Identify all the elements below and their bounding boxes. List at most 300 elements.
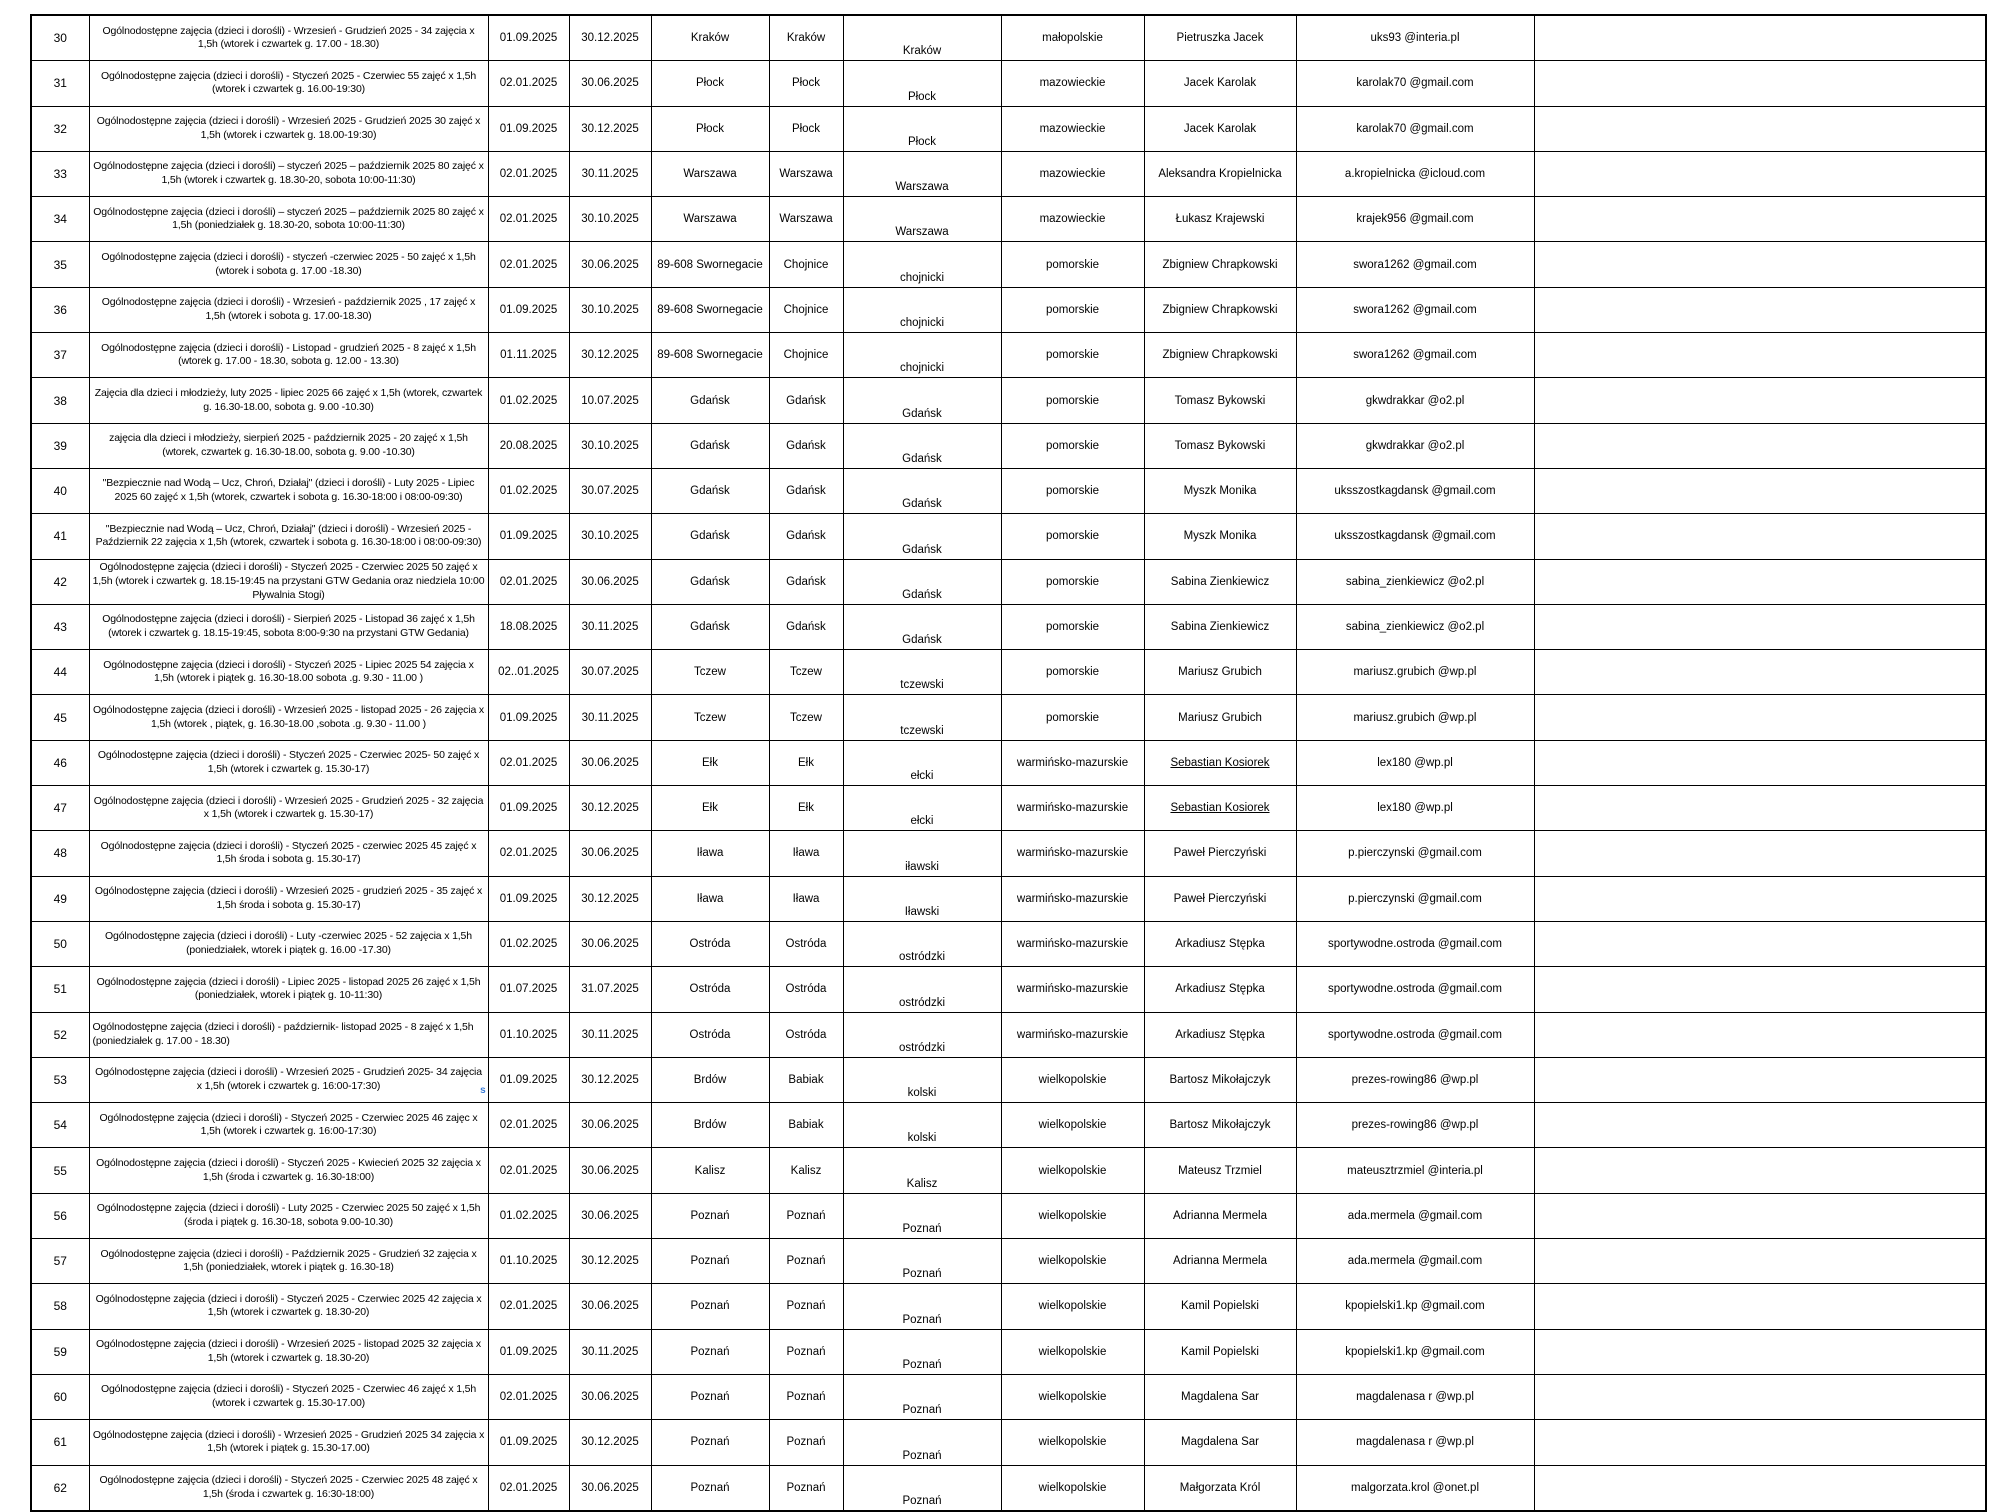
activity-description-cell (89, 1193, 488, 1238)
email-cell: uks93 @interia.pl (1296, 15, 1534, 61)
activity-description-text: "Bezpiecznie nad Wodą – Ucz, Chroń, Działaj" (dzieci i dorośli) - Wrzesień 2025 - Październik 22 zajęcia x 1,5h (wtorek, czwartek i sobota g. 16.30-18:00 i 08:00-09:30) (95, 522, 482, 549)
row-number-cell: 58 (31, 1284, 89, 1329)
row-number-cell: 41 (31, 514, 89, 559)
contact-person-text: Arkadiusz Stępka (1175, 1028, 1265, 1041)
municipality-cell: Tczew (769, 695, 843, 740)
email-cell: magdalenasa r @wp.pl (1296, 1420, 1534, 1465)
end-date-cell: 30.07.2025 (569, 468, 651, 513)
end-date-cell: 30.06.2025 (569, 1103, 651, 1148)
end-date-cell: 30.06.2025 (569, 1374, 651, 1419)
contact-person-cell (1144, 1012, 1296, 1057)
spare-cell (1534, 333, 1986, 378)
contact-person-text: Paweł Pierczyński (1173, 892, 1267, 905)
activity-description (90, 516, 488, 557)
place-cell: Brdów (651, 1103, 769, 1148)
activity-description (90, 924, 488, 965)
email-cell: sportywodne.ostroda @gmail.com (1296, 967, 1534, 1012)
place-cell: Warszawa (651, 151, 769, 196)
spare-cell (1534, 650, 1986, 695)
district-cell: Warszawa (843, 197, 1001, 242)
start-date-cell: 01.02.2025 (488, 468, 569, 513)
activity-description-text: Ogólnodostępne zajęcia (dzieci i dorośli) - Wrzesień - październik 2025 , 17 zajęć x 1,5h (wtorek i sobota g. 17.00-18.30) (101, 296, 476, 322)
district-cell: Poznań (843, 1239, 1001, 1284)
row-number-cell: 34 (31, 197, 89, 242)
row-number-cell: 38 (31, 378, 89, 423)
activity-description (90, 1331, 488, 1372)
activity-description-cell (89, 1239, 488, 1284)
table-row (31, 831, 1986, 876)
row-number-cell: 53 (31, 1057, 89, 1102)
spare-cell (1534, 1239, 1986, 1284)
place-cell: Ostróda (651, 967, 769, 1012)
row-number-cell: 50 (31, 921, 89, 966)
voivodeship-cell: mazowieckie (1001, 106, 1144, 151)
activity-description-cell (89, 1420, 488, 1465)
end-date-cell: 30.10.2025 (569, 514, 651, 559)
table-row (31, 695, 1986, 740)
email-cell: lex180 @wp.pl (1296, 740, 1534, 785)
contact-person-text: Paweł Pierczyński (1173, 847, 1267, 860)
contact-person-cell (1144, 1057, 1296, 1102)
table-row (31, 151, 1986, 196)
district-cell: Płock (843, 106, 1001, 151)
activity-description-text: Ogólnodostępne zajęcia (dzieci i dorośli) - Wrzesień 2025 - listopad 2025 - 26 zajęcia x 1,5h (wtorek , piątek, g. 16.30-18.00 ,sobota .g. 9.30 - 11.00 ) (92, 703, 485, 730)
contact-person-text: Łukasz Krajewski (1175, 213, 1265, 226)
email-cell: ada.mermela @gmail.com (1296, 1239, 1534, 1284)
row-number-cell: 36 (31, 287, 89, 332)
start-date-cell: 02.01.2025 (488, 151, 569, 196)
row-number-cell: 49 (31, 876, 89, 921)
email-cell: karolak70 @gmail.com (1296, 61, 1534, 106)
spare-cell (1534, 1012, 1986, 1057)
activity-description (90, 63, 488, 104)
place-cell: Poznań (651, 1239, 769, 1284)
contact-person-cell (1144, 197, 1296, 242)
activity-description-cell (89, 604, 488, 649)
row-number-cell: 39 (31, 423, 89, 468)
email-cell: swora1262 @gmail.com (1296, 242, 1534, 287)
municipality-cell: Warszawa (769, 197, 843, 242)
district-cell: Kalisz (843, 1148, 1001, 1193)
contact-person-text: Kamil Popielski (1181, 1300, 1259, 1313)
voivodeship-cell: pomorskie (1001, 242, 1144, 287)
municipality-cell: Ełk (769, 786, 843, 831)
activity-description-text: Ogólnodostępne zajęcia (dzieci i dorośli) - Styczeń 2025 - Czerwiec 46 zajęć x 1,5h (wtorek i czwartek g. 15.30-17.00) (100, 1383, 477, 1410)
municipality-cell: Płock (769, 61, 843, 106)
spare-cell (1534, 1374, 1986, 1419)
municipality-cell: Poznań (769, 1193, 843, 1238)
table-row (31, 559, 1986, 604)
activity-description (90, 199, 488, 240)
municipality-cell: Chojnice (769, 242, 843, 287)
place-cell: Gdańsk (651, 423, 769, 468)
activity-description-cell (89, 1329, 488, 1374)
contact-person-cell (1144, 151, 1296, 196)
activity-description (90, 425, 488, 466)
end-date-cell: 30.11.2025 (569, 604, 651, 649)
table-row (31, 1284, 1986, 1329)
activity-description-text: Ogólnodostępne zajęcia (dzieci i dorośli) - Wrzesień 2025 - Grudzień 2025- 34 zajęcia x 1,5h (wtorek i czwartek g. 16:00-17:30) (95, 1066, 482, 1092)
email-cell: magdalenasa r @wp.pl (1296, 1374, 1534, 1419)
table-row (31, 967, 1986, 1012)
email-cell: a.kropielnicka @icloud.com (1296, 151, 1534, 196)
voivodeship-cell: mazowieckie (1001, 151, 1144, 196)
place-cell: Tczew (651, 650, 769, 695)
activity-description-cell (89, 242, 488, 287)
table-row (31, 15, 1986, 61)
table-row (31, 786, 1986, 831)
spare-cell (1534, 1465, 1986, 1511)
activity-description-cell (89, 287, 488, 332)
activity-description (90, 788, 488, 829)
email-cell: gkwdrakkar @o2.pl (1296, 423, 1534, 468)
contact-person-cell (1144, 1284, 1296, 1329)
place-cell: Poznań (651, 1284, 769, 1329)
end-date-cell: 30.12.2025 (569, 1057, 651, 1102)
start-date-cell: 02.01.2025 (488, 242, 569, 287)
contact-person-text: Tomasz Bykowski (1174, 439, 1266, 452)
municipality-cell: Gdańsk (769, 468, 843, 513)
end-date-cell: 30.06.2025 (569, 921, 651, 966)
activity-description-text: Ogólnodostępne zajęcia (dzieci i dorośli) - Styczeń 2025 - Czerwiec 2025- 50 zajęć x 1,5h (wtorek i czwartek g. 15.30-17) (97, 749, 480, 775)
start-date-cell: 01.02.2025 (488, 921, 569, 966)
spare-cell (1534, 740, 1986, 785)
activity-description-text: Ogólnodostępne zajęcia (dzieci i dorośli) - Styczeń 2025 - Lipiec 2025 54 zajęcia x 1,5h (wtorek i piątek g. 16.30-18.00 sobota .g. 9.30 - 11.00 ) (103, 658, 474, 685)
contact-person-text: Zbigniew Chrapkowski (1162, 303, 1278, 316)
place-cell: Iława (651, 876, 769, 921)
contact-person-cell (1144, 106, 1296, 151)
place-cell: Gdańsk (651, 604, 769, 649)
voivodeship-cell: pomorskie (1001, 650, 1144, 695)
activity-description (90, 607, 488, 648)
spare-cell (1534, 423, 1986, 468)
place-cell: Płock (651, 106, 769, 151)
district-cell: ełcki (843, 740, 1001, 785)
municipality-cell: Poznań (769, 1465, 843, 1511)
start-date-cell: 02.01.2025 (488, 1148, 569, 1193)
spare-cell (1534, 15, 1986, 61)
start-date-cell: 02.01.2025 (488, 1374, 569, 1419)
row-number-cell: 55 (31, 1148, 89, 1193)
activity-description-text: Ogólnodostępne zajęcia (dzieci i dorośli) - Luty 2025 - Czerwiec 2025 50 zajęć x 1,5h (środa i piątek g. 16.30-18, sobota 9.00-10.30) (96, 1202, 481, 1228)
blue-annotation-mark: s (480, 1085, 486, 1097)
district-cell: ostródzki (843, 967, 1001, 1012)
district-cell: Poznań (843, 1465, 1001, 1511)
contact-person-text: Myszk Monika (1183, 530, 1257, 543)
activity-description-text: Ogólnodostępne zajęcia (dzieci i dorośli) - Październik 2025 - Grudzień 32 zajęcia x 1,5h (poniedziałek, wtorek i piątek g. 16.30-18) (100, 1247, 477, 1274)
municipality-cell: Chojnice (769, 333, 843, 378)
spare-cell (1534, 786, 1986, 831)
start-date-cell: 02.01.2025 (488, 1465, 569, 1511)
place-cell: Gdańsk (651, 378, 769, 423)
district-cell: Poznań (843, 1374, 1001, 1419)
place-cell: Ostróda (651, 1012, 769, 1057)
contact-person-text: Arkadiusz Stępka (1175, 983, 1265, 996)
district-cell: ostródzki (843, 1012, 1001, 1057)
email-cell: sabina_zienkiewicz @o2.pl (1296, 559, 1534, 604)
district-cell: Płock (843, 61, 1001, 106)
voivodeship-cell: wielkopolskie (1001, 1284, 1144, 1329)
municipality-cell: Gdańsk (769, 514, 843, 559)
end-date-cell: 30.12.2025 (569, 1239, 651, 1284)
activity-description-text: Ogólnodostępne zajęcia (dzieci i dorośli) - Lipiec 2025 - listopad 2025 26 zajęć x 1,5h (poniedziałek, wtorek i piątek g. 10-11:30) (96, 975, 481, 1002)
municipality-cell: Gdańsk (769, 559, 843, 604)
activity-description (90, 969, 488, 1010)
row-number-cell: 47 (31, 786, 89, 831)
end-date-cell: 30.06.2025 (569, 831, 651, 876)
activity-description-cell (89, 106, 488, 151)
activity-description-text: Ogólnodostępne zajęcia (dzieci i dorośli) - Styczeń 2025 - czerwiec 2025 45 zajęć x 1,5h środa i sobota g. 15.30-17) (100, 839, 477, 866)
activity-description-cell (89, 61, 488, 106)
place-cell: Iława (651, 831, 769, 876)
spare-cell (1534, 604, 1986, 649)
spare-cell (1534, 1103, 1986, 1148)
email-cell: sportywodne.ostroda @gmail.com (1296, 921, 1534, 966)
voivodeship-cell: pomorskie (1001, 378, 1144, 423)
activity-description (90, 1377, 488, 1418)
activity-description (90, 244, 488, 285)
municipality-cell: Poznań (769, 1420, 843, 1465)
row-number-cell: 33 (31, 151, 89, 196)
table-row (31, 1012, 1986, 1057)
email-cell: prezes-rowing86 @wp.pl (1296, 1057, 1534, 1102)
activity-description-cell (89, 1465, 488, 1511)
table-row (31, 333, 1986, 378)
activity-description-text: Ogólnodostępne zajęcia (dzieci i dorośli) - Wrzesień 2025 - Grudzień 2025 - 32 zajęcia x 1,5h (wtorek i czwartek g. 15.30-17) (93, 794, 484, 821)
spare-cell (1534, 1193, 1986, 1238)
activity-description-cell (89, 15, 488, 61)
end-date-cell: 30.06.2025 (569, 1284, 651, 1329)
table-row (31, 1193, 1986, 1238)
table-row (31, 604, 1986, 649)
activity-description (90, 18, 488, 59)
row-number-cell: 61 (31, 1420, 89, 1465)
voivodeship-cell: warmińsko-mazurskie (1001, 831, 1144, 876)
end-date-cell: 30.11.2025 (569, 1329, 651, 1374)
contact-person-cell (1144, 1374, 1296, 1419)
activity-description-cell (89, 197, 488, 242)
district-cell: kolski (843, 1103, 1001, 1148)
contact-person-cell (1144, 1329, 1296, 1374)
contact-person-cell (1144, 1465, 1296, 1511)
activity-description-text: Ogólnodostępne zajęcia (dzieci i dorośli) - Listopad - grudzień 2025 - 8 zajęć x 1,5h (wtorek g. 17.00 - 18.30, sobota g. 12.00 - 13.30) (101, 341, 476, 368)
activity-description (90, 1195, 488, 1236)
end-date-cell: 31.07.2025 (569, 967, 651, 1012)
district-cell: tczewski (843, 695, 1001, 740)
activity-description (90, 1150, 488, 1191)
email-cell: mateusztrzmiel @interia.pl (1296, 1148, 1534, 1193)
voivodeship-cell: pomorskie (1001, 468, 1144, 513)
activity-description-cell (89, 921, 488, 966)
start-date-cell: 02.01.2025 (488, 559, 569, 604)
contact-person-text: Sebastian Kosiorek (1170, 756, 1270, 769)
row-number-cell: 60 (31, 1374, 89, 1419)
place-cell: Płock (651, 61, 769, 106)
place-cell: Warszawa (651, 197, 769, 242)
start-date-cell: 02.01.2025 (488, 61, 569, 106)
contact-person-text: Magdalena Sar (1181, 1436, 1259, 1449)
end-date-cell: 30.10.2025 (569, 423, 651, 468)
municipality-cell: Babiak (769, 1057, 843, 1102)
end-date-cell: 30.11.2025 (569, 695, 651, 740)
row-number-cell: 37 (31, 333, 89, 378)
contact-person-cell (1144, 468, 1296, 513)
row-number-cell: 54 (31, 1103, 89, 1148)
place-cell: Poznań (651, 1374, 769, 1419)
table-row (31, 1148, 1986, 1193)
activity-description-cell (89, 831, 488, 876)
row-number-cell: 30 (31, 15, 89, 61)
municipality-cell: Gdańsk (769, 423, 843, 468)
contact-person-cell (1144, 514, 1296, 559)
place-cell: 89-608 Swornegacie (651, 333, 769, 378)
activity-description (90, 1286, 488, 1327)
activity-description (90, 289, 488, 330)
activity-description-cell (89, 423, 488, 468)
contact-person-text: Aleksandra Kropielnicka (1158, 168, 1282, 181)
row-number-cell: 46 (31, 740, 89, 785)
district-cell: Gdańsk (843, 604, 1001, 649)
contact-person-cell (1144, 1420, 1296, 1465)
place-cell: Gdańsk (651, 559, 769, 604)
table-row (31, 423, 1986, 468)
activity-description-text: Ogólnodostępne zajęcia (dzieci i dorośli) - Wrzesień 2025 - Grudzień 2025 30 zajęć x 1,5h (wtorek i czwartek g. 18.00-19:30) (96, 115, 481, 141)
email-cell: karolak70 @gmail.com (1296, 106, 1534, 151)
row-number-cell: 56 (31, 1193, 89, 1238)
email-cell: krajek956 @gmail.com (1296, 197, 1534, 242)
activity-description (90, 697, 488, 738)
district-cell: Iławski (843, 876, 1001, 921)
end-date-cell: 30.12.2025 (569, 15, 651, 61)
place-cell: 89-608 Swornegacie (651, 287, 769, 332)
district-cell: Gdańsk (843, 559, 1001, 604)
activity-description-text: Ogólnodostępne zajęcia (dzieci i dorośli) - Styczeń 2025 - Kwiecień 2025 32 zajęcia x 1,5h (środa i czwartek g. 16.30-18:00) (96, 1156, 481, 1183)
voivodeship-cell: pomorskie (1001, 695, 1144, 740)
spare-cell (1534, 378, 1986, 423)
email-cell: lex180 @wp.pl (1296, 786, 1534, 831)
email-cell: gkwdrakkar @o2.pl (1296, 378, 1534, 423)
spare-cell (1534, 1057, 1986, 1102)
activity-description-cell (89, 514, 488, 559)
activity-description-text: "Bezpiecznie nad Wodą – Ucz, Chroń, Działaj" (dzieci i dorośli) - Luty 2025 - Lipiec 2025 60 zajęć x 1,5h (wtorek, czwartek i sobota g. 16.30-18:00 i 08:00-09:30) (102, 477, 475, 504)
start-date-cell: 02.01.2025 (488, 831, 569, 876)
table-row (31, 1103, 1986, 1148)
email-cell: uksszostkagdansk @gmail.com (1296, 468, 1534, 513)
end-date-cell: 30.10.2025 (569, 287, 651, 332)
activity-description (90, 833, 488, 874)
start-date-cell: 01.10.2025 (488, 1239, 569, 1284)
contact-person-text: Mariusz Grubich (1178, 711, 1262, 724)
voivodeship-cell: małopolskie (1001, 15, 1144, 61)
start-date-cell: 01.02.2025 (488, 1193, 569, 1238)
municipality-cell: Tczew (769, 650, 843, 695)
end-date-cell: 30.12.2025 (569, 786, 651, 831)
activity-description-cell (89, 1012, 488, 1057)
contact-person-cell (1144, 831, 1296, 876)
contact-person-text: Pietruszka Jacek (1176, 32, 1264, 45)
start-date-cell: 02.01.2025 (488, 1103, 569, 1148)
contact-person-text: Bartosz Mikołajczyk (1169, 1119, 1271, 1132)
start-date-cell: 02.01.2025 (488, 197, 569, 242)
table-row (31, 61, 1986, 106)
voivodeship-cell: pomorskie (1001, 559, 1144, 604)
activity-description-text: Ogólnodostępne zajęcia (dzieci i dorośli) - Styczeń 2025 - Czerwiec 2025 48 zajęć x 1,5h (środa i czwartek g. 16:30-18:00) (99, 1474, 478, 1500)
end-date-cell: 30.06.2025 (569, 1465, 651, 1511)
contact-person-cell (1144, 378, 1296, 423)
contact-person-text: Tomasz Bykowski (1174, 394, 1266, 407)
activity-description-cell (89, 559, 488, 604)
municipality-cell: Ostróda (769, 921, 843, 966)
voivodeship-cell: pomorskie (1001, 287, 1144, 332)
email-cell: p.pierczynski @gmail.com (1296, 876, 1534, 921)
district-cell: kolski (843, 1057, 1001, 1102)
voivodeship-cell: wielkopolskie (1001, 1057, 1144, 1102)
spare-cell (1534, 559, 1986, 604)
email-cell: swora1262 @gmail.com (1296, 287, 1534, 332)
district-cell: Gdańsk (843, 514, 1001, 559)
row-number-cell: 44 (31, 650, 89, 695)
place-cell: Brdów (651, 1057, 769, 1102)
table-row (31, 650, 1986, 695)
district-cell: chojnicki (843, 333, 1001, 378)
activity-description-text: Zajęcia dla dzieci i młodzieży, luty 2025 - lipiec 2025 66 zajęć x 1,5h (wtorek, czwartek g. 16.30-18.00, sobota g. 9.00 -10.30) (94, 386, 483, 413)
row-number-cell: 59 (31, 1329, 89, 1374)
table-row (31, 876, 1986, 921)
district-cell: Poznań (843, 1193, 1001, 1238)
start-date-cell: 02.01.2025 (488, 1284, 569, 1329)
district-cell: tczewski (843, 650, 1001, 695)
row-number-cell: 40 (31, 468, 89, 513)
row-number-cell: 62 (31, 1465, 89, 1511)
activity-description-cell (89, 695, 488, 740)
end-date-cell: 30.06.2025 (569, 61, 651, 106)
municipality-cell: Gdańsk (769, 604, 843, 649)
start-date-cell: 01.09.2025 (488, 106, 569, 151)
place-cell: Poznań (651, 1465, 769, 1511)
contact-person-text: Mateusz Trzmiel (1178, 1164, 1262, 1177)
row-number-cell: 52 (31, 1012, 89, 1057)
district-cell: chojnicki (843, 287, 1001, 332)
voivodeship-cell: wielkopolskie (1001, 1329, 1144, 1374)
table-row (31, 1420, 1986, 1465)
district-cell: Gdańsk (843, 423, 1001, 468)
district-cell: iławski (843, 831, 1001, 876)
contact-person-text: Kamil Popielski (1181, 1345, 1259, 1358)
start-date-cell: 01.09.2025 (488, 1420, 569, 1465)
table-body (31, 15, 1986, 1511)
activity-description (90, 742, 488, 783)
end-date-cell: 30.06.2025 (569, 740, 651, 785)
contact-person-cell (1144, 1239, 1296, 1284)
district-cell: Warszawa (843, 151, 1001, 196)
spare-cell (1534, 921, 1986, 966)
municipality-cell: Iława (769, 831, 843, 876)
activity-description-text: Ogólnodostępne zajęcia (dzieci i dorośli) – styczeń 2025 – październik 2025 80 zajęć x 1,5h (poniedziałek g. 18.30-20, sobota 10:00-11:30) (93, 205, 484, 232)
municipality-cell: Kraków (769, 15, 843, 61)
place-cell: Poznań (651, 1193, 769, 1238)
activity-description-text: zajęcia dla dzieci i młodzieży, sierpień 2025 - październik 2025 - 20 zajęć x 1,5h (wtorek, czwartek g. 16.30-18.00, sobota g. 9.00 -10.30) (109, 432, 468, 458)
voivodeship-cell: warmińsko-mazurskie (1001, 740, 1144, 785)
contact-person-cell (1144, 876, 1296, 921)
spare-cell (1534, 106, 1986, 151)
start-date-cell: 01.09.2025 (488, 695, 569, 740)
voivodeship-cell: wielkopolskie (1001, 1103, 1144, 1148)
activity-description-cell (89, 650, 488, 695)
contact-person-text: Jacek Karolak (1183, 77, 1257, 90)
row-number-cell: 45 (31, 695, 89, 740)
email-cell: ada.mermela @gmail.com (1296, 1193, 1534, 1238)
voivodeship-cell: pomorskie (1001, 423, 1144, 468)
